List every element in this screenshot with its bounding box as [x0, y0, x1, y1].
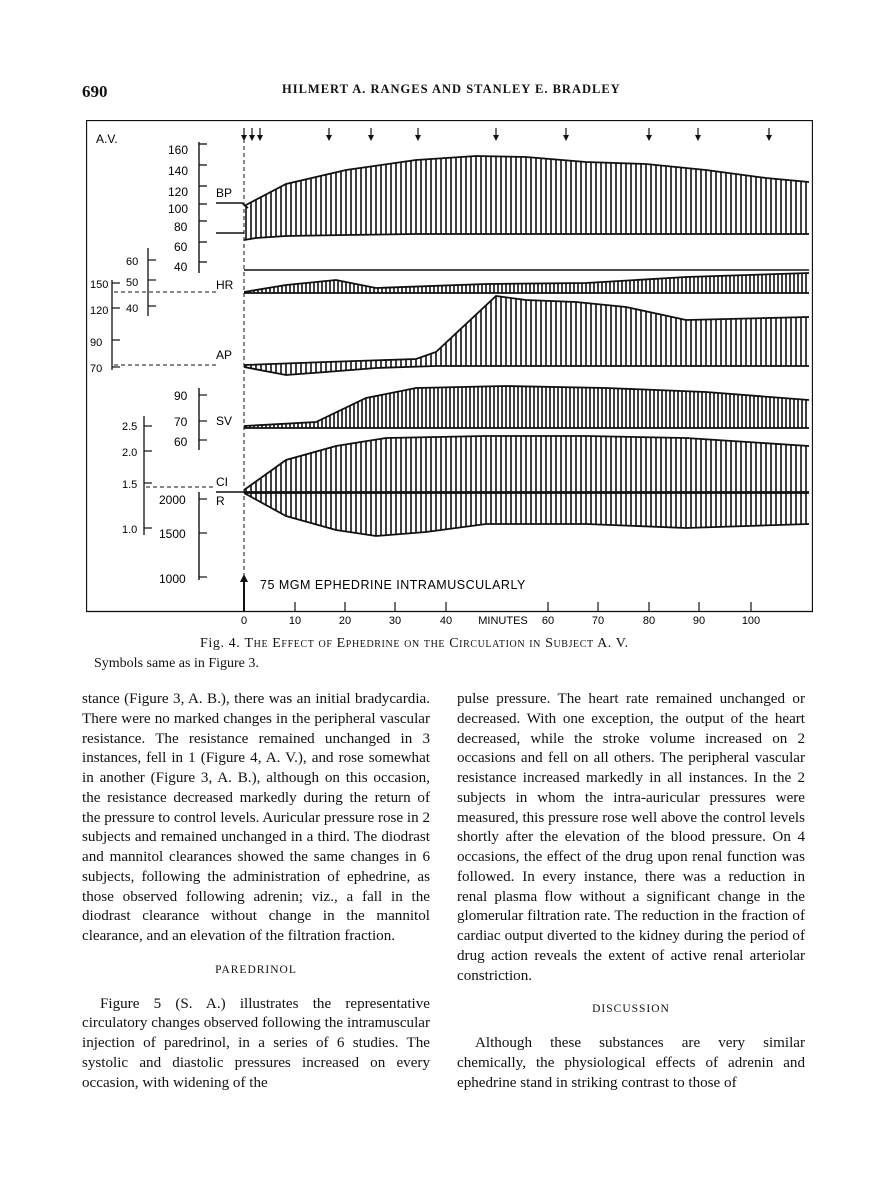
event-marker-arrowhead	[646, 135, 652, 141]
outer-tick-label: 70	[90, 363, 103, 375]
bp-tick-label: 120	[168, 185, 189, 199]
bp-tick-label: 60	[174, 240, 188, 254]
bp-tick-label: 100	[168, 202, 189, 216]
sv-tick-label: 70	[174, 415, 188, 429]
r-tick-label: 2000	[159, 493, 186, 507]
left-paragraph-2: Figure 5 (S. A.) illustrates the representative circulatory changes observed following the intramuscular injection of paredrinol, in a series of 6 studies. The systolic and diastolic pressures increased on every occasion, with widening of the	[82, 995, 430, 1091]
caption-title: The Effect of Ephedrine on the Circulation in Subject A. V.	[244, 636, 629, 651]
section-heading-paredrinol: PAREDRINOL	[215, 963, 297, 976]
running-head: HILMERT A. RANGES AND STANLEY E. BRADLEY	[282, 82, 621, 96]
trace-label-r: R	[216, 494, 225, 508]
ap-band-hatching	[246, 296, 806, 375]
ci-band-hatching	[246, 436, 806, 492]
hr-tick-label: 60	[126, 256, 139, 268]
injection-label: 75 MGM EPHEDRINE INTRAMUSCULARLY	[260, 578, 526, 592]
event-marker-arrowhead	[415, 135, 421, 141]
right-column	[457, 690, 805, 1093]
figure-caption	[200, 636, 629, 652]
time-tick-label: 70	[591, 615, 605, 627]
page-number: 690	[82, 82, 108, 101]
hr-tick-label: 50	[126, 277, 139, 289]
time-tick-label: 60	[541, 615, 555, 627]
ci-tick-label: 2.0	[122, 447, 138, 459]
event-marker-arrowhead	[326, 135, 332, 141]
event-marker-arrowhead	[257, 135, 263, 141]
time-tick-label: 0	[240, 615, 248, 627]
hr-tick-label: 40	[126, 303, 139, 315]
event-marker-arrowhead	[766, 135, 772, 141]
time-unit-label: MINUTES	[478, 615, 528, 627]
bp-tick-label: 140	[168, 164, 189, 178]
event-marker-arrowhead	[368, 135, 374, 141]
injection-arrowhead	[240, 574, 248, 582]
event-marker-arrowhead	[241, 135, 247, 141]
figure-note: Symbols same as in Figure 3.	[94, 656, 259, 671]
bp-band-hatching	[246, 156, 806, 240]
time-tick-label: 10	[288, 615, 302, 627]
trace-label-hr: HR	[216, 278, 234, 292]
section-heading-discussion: DISCUSSION	[592, 1003, 670, 1016]
bp-tick-label: 80	[174, 220, 188, 234]
left-paragraph-1: stance (Figure 3, A. B.), there was an initial bradycardia. There were no marked changes in the peripheral vascular resistance. The resistance remained unchanged in 3 instances, fell in 1 (Figure 4, A. V.), and rose somewhat in another (Figure 3, A. B.), although on this occasion, the resistance decreased markedly during the return of the pressure to control levels. Auricular pressure rose in 2 subjects and remained unchanged in a third. The diodrast and mannitol clearances showed the same changes in 6 subjects, following the administration of ephedrine, as those observed following adrenin; viz., a fall in the diodrast clearance without change in the mannitol clearance, and an elevation of the filtration fraction.	[82, 691, 430, 944]
ci-tick-label: 2.5	[122, 421, 138, 433]
bp-baseline	[216, 203, 248, 208]
r-tick-label: 1000	[159, 572, 186, 586]
r-band-hatching	[246, 493, 806, 536]
outer-tick-label: 120	[90, 305, 109, 317]
time-tick-label: 100	[741, 615, 761, 627]
right-paragraph-2: Although these substances are very similar chemically, the physiological effects of adrenin and ephedrine stand in striking contrast to those of	[457, 1035, 805, 1091]
subject-label: A.V.	[96, 132, 118, 146]
r-tick-label: 1500	[159, 527, 186, 541]
time-tick-label: 80	[642, 615, 656, 627]
ci-tick-label: 1.0	[122, 524, 138, 536]
trace-label-sv: SV	[216, 414, 233, 428]
outer-tick-label: 90	[90, 337, 103, 349]
outer-tick-label: 150	[90, 279, 109, 291]
sv-tick-label: 90	[174, 389, 188, 403]
bp-band-lower-outline	[244, 234, 809, 240]
traces-group	[112, 128, 809, 612]
figure-ephedrine-chart	[86, 120, 813, 628]
time-tick-label: 20	[338, 615, 352, 627]
left-column	[82, 690, 430, 1093]
trace-label-ap: AP	[216, 348, 233, 362]
event-marker-arrowhead	[695, 135, 701, 141]
ci-tick-label: 1.5	[122, 479, 138, 491]
event-marker-arrowhead	[493, 135, 499, 141]
event-marker-arrowhead	[563, 135, 569, 141]
caption-fig-number: Fig. 4.	[200, 636, 241, 651]
bp-tick-label: 40	[174, 260, 188, 274]
bp-tick-label: 160	[168, 143, 189, 157]
time-tick-label: 40	[439, 615, 453, 627]
right-paragraph-1: pulse pressure. The heart rate remained unchanged or decreased. With one exception, the output of the heart decreased, while the stroke volume increased on 2 occasions and fell on all others. The peripheral vascular resistance increased markedly in all instances. In the 2 subjects in whom the intra-auricular pressures were measured, this pressure rose well above the control levels shortly after the elevation of the blood pressure. On 4 occasions, the effect of the drug upon renal function was followed. In every instance, there was a reduction in renal plasma flow without a significant change in the glomerular filtration rate. The reduction in the fraction of cardiac output diverted to the kidney during the period of drug action reveals the extent of active renal arteriolar constriction.	[457, 691, 805, 984]
sv-tick-label: 60	[174, 435, 188, 449]
sv-band-hatching	[246, 386, 806, 428]
event-marker-arrowhead	[249, 135, 255, 141]
trace-label-bp: BP	[216, 186, 233, 200]
ap-band-lower-outline	[244, 366, 809, 375]
time-tick-label: 90	[692, 615, 706, 627]
trace-label-ci: CI	[216, 475, 228, 489]
time-tick-label: 30	[388, 615, 402, 627]
